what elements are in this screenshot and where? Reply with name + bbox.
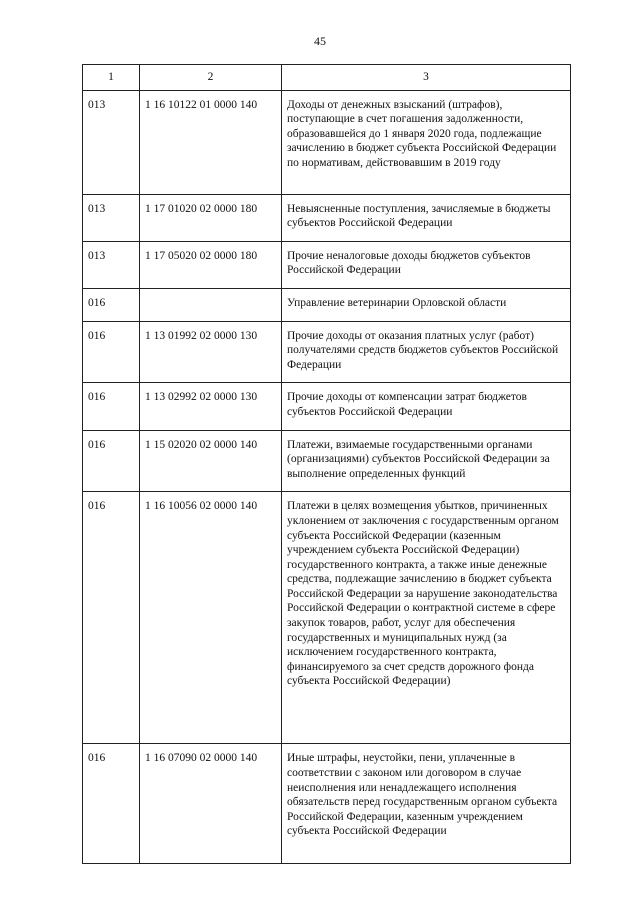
- column-header-2: 2: [140, 65, 282, 91]
- revenue-code-cell: 1 16 10056 02 0000 140: [140, 492, 282, 744]
- revenue-code-cell: 1 17 01020 02 0000 180: [140, 194, 282, 241]
- revenue-name-cell: Невыясненные поступления, зачисляемые в бюджеты субъектов Российской Федерации: [282, 194, 571, 241]
- revenue-name-cell: Доходы от денежных взысканий (штрафов), поступающие в счет погашения задолженности, образовавшейся до 1 января 2020 года, подлежащие зачислению в бюджет субъекта Российской Федерации по нормативам, действовавшим в 2019 году: [282, 90, 571, 194]
- revenue-code-cell: 1 15 02020 02 0000 140: [140, 430, 282, 492]
- admin-code-cell: 016: [83, 383, 140, 430]
- revenue-name-cell: Управление ветеринарии Орловской области: [282, 288, 571, 321]
- table-row: [83, 430, 571, 492]
- table-row: [83, 321, 571, 383]
- page-number: 45: [314, 34, 326, 48]
- table-header-row: [83, 65, 571, 91]
- table-row: [83, 744, 571, 864]
- column-header-1: 1: [83, 65, 140, 91]
- table-row: [83, 288, 571, 321]
- table-row: [83, 90, 571, 194]
- revenue-code-cell: 1 13 02992 02 0000 130: [140, 383, 282, 430]
- column-header-3: 3: [282, 65, 571, 91]
- revenue-name-cell: Платежи, взимаемые государственными органами (организациями) субъектов Российской Федерации за выполнение определенных функций: [282, 430, 571, 492]
- table-row: [83, 383, 571, 430]
- revenue-code-cell: 1 16 10122 01 0000 140: [140, 90, 282, 194]
- admin-code-cell: 016: [83, 430, 140, 492]
- revenue-name-cell: Платежи в целях возмещения убытков, причиненных уклонением от заключения с государственным органом субъекта Российской Федерации (казенным учреждением субъекта Российской Федерации) государственного контракта, а также иные денежные средства, подлежащие зачислению в бюджет субъекта Российской Федерации за нарушение законодательства Российской Федерации о контрактной системе в сфере закупок товаров, работ, услуг для обеспечения государственных и муниципальных нужд (за исключением государственного контракта, финансируемого за счет средств дорожного фонда субъекта Российской Федерации): [282, 492, 571, 744]
- admin-code-cell: 016: [83, 288, 140, 321]
- revenue-code-cell: 1 17 05020 02 0000 180: [140, 241, 282, 288]
- revenue-code-cell: 1 13 01992 02 0000 130: [140, 321, 282, 383]
- table-row: [83, 492, 571, 744]
- admin-code-cell: 016: [83, 492, 140, 744]
- table-row: [83, 194, 571, 241]
- revenue-name-cell: Прочие доходы от оказания платных услуг (работ) получателями средств бюджетов субъектов Российской Федерации: [282, 321, 571, 383]
- table-row: [83, 241, 571, 288]
- revenue-name-cell: Прочие неналоговые доходы бюджетов субъектов Российской Федерации: [282, 241, 571, 288]
- revenue-code-cell: 1 16 07090 02 0000 140: [140, 744, 282, 864]
- admin-code-cell: 013: [83, 194, 140, 241]
- revenue-name-cell: Прочие доходы от компенсации затрат бюджетов субъектов Российской Федерации: [282, 383, 571, 430]
- revenue-codes-table: [82, 64, 571, 864]
- admin-code-cell: 016: [83, 321, 140, 383]
- revenue-code-cell: [140, 288, 282, 321]
- revenue-name-cell: Иные штрафы, неустойки, пени, уплаченные в соответствии с законом или договором в случае неисполнения или ненадлежащего исполнения обязательств перед государственным органом субъекта Российской Федерации, казенным учреждением субъекта Российской Федерации: [282, 744, 571, 864]
- admin-code-cell: 016: [83, 744, 140, 864]
- admin-code-cell: 013: [83, 90, 140, 194]
- admin-code-cell: 013: [83, 241, 140, 288]
